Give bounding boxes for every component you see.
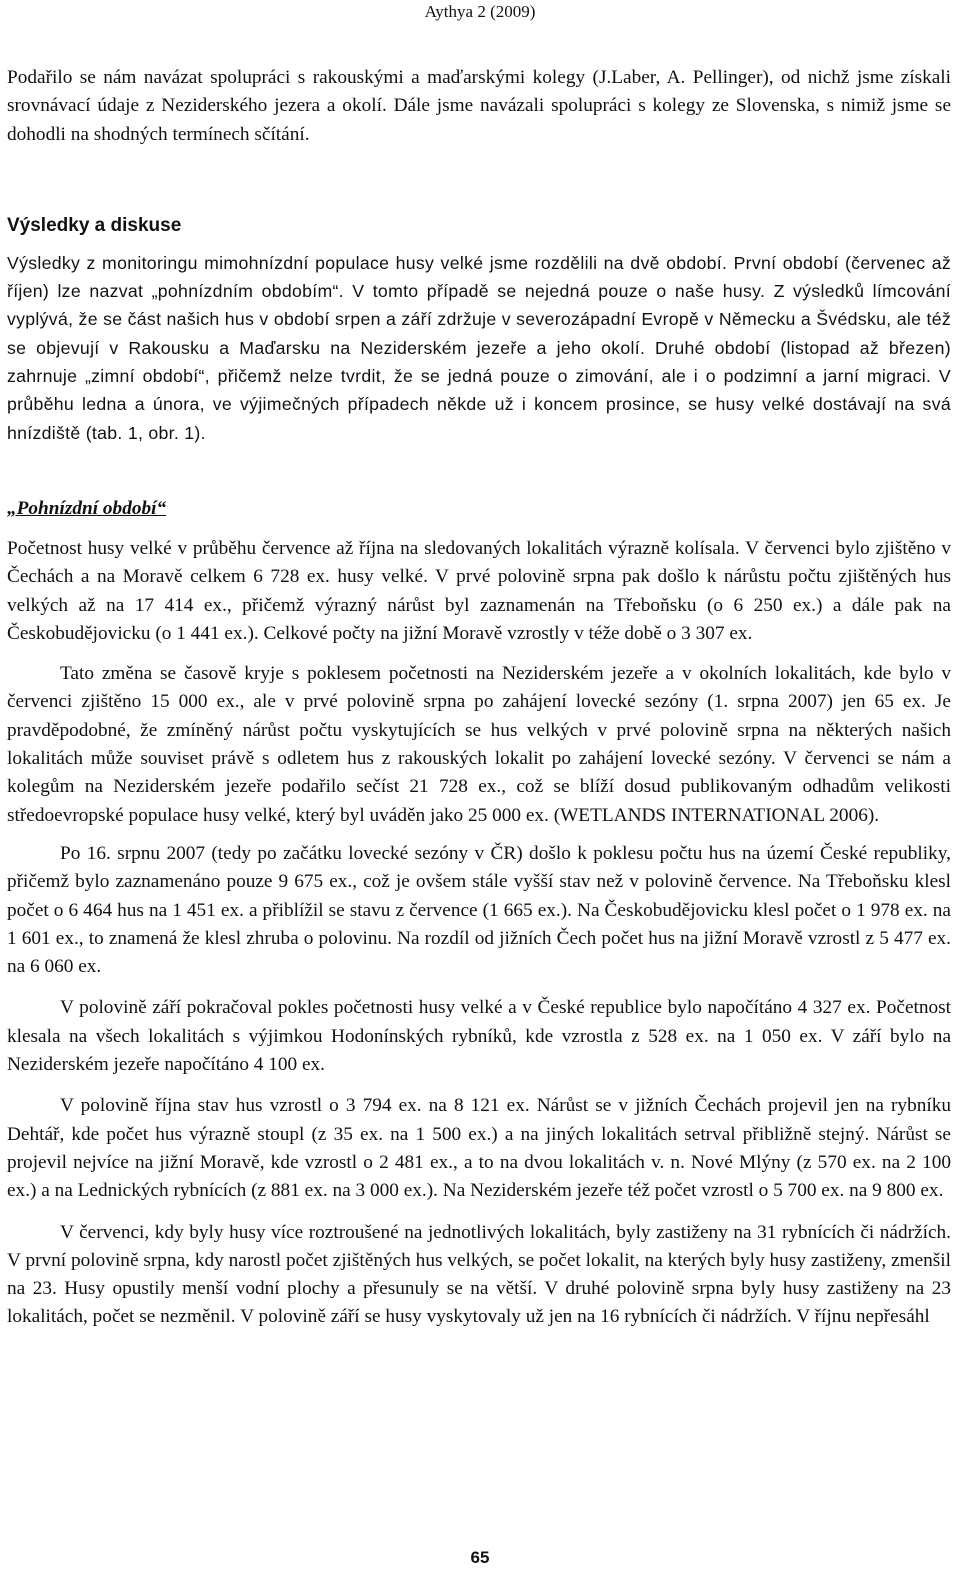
body-paragraph: Tato změna se časově kryje s poklesem početnosti na Neziderském jezeře a v okolních lokalitách, kde bylo v červenci zjištěno 15 000 ex., ale v prvé polovině srpna po zahájení lovecké sezóny (1. srpna 2007) jen 65 ex. Je pravděpodobné, že zmíněný nárůst počtu vyskytujících se hus velkých v prvé polovině srpna na některých našich lokalitách může souviset právě s odletem hus z rakouských lokalit po zahájení lovecké sezóny. V červenci se nám a kolegům na Neziderském jezeře podařilo sečíst 21 728 ex., což se blíží dosud publikovaným odhadům velikosti středoevropské populace husy velké, který byl uváděn jako 25 000 ex. (WETLANDS INTERNATIONAL 2006). xyxy=(7,663,951,826)
results-paragraph: Výsledky z monitoringu mimohnízdní populace husy velké jsme rozdělili na dvě období. První období (červenec až říjen) lze nazvat „pohnízdním obdobím“. V tomto případě se nejedná pouze o naše husy. Z výsledků límcování vyplývá, že se část našich hus v období srpen a září zdržuje v severozápadní Evropě v Německu a Švédsku, ale též se objevují v Rakousku a Maďarsku na Neziderském jezeře a jeho okolí. Druhé období (listopad až březen) zahrnuje „zimní období“, přičemž nelze tvrdit, že se jedná pouze o zimování, ale i o podzimní a jarní migraci. V průběhu ledna a února, ve výjimečných případech někde už i koncem prosince, se husy velké dostávají na svá hnízdiště (tab. 1, obr. 1). xyxy=(7,252,951,443)
running-header: Aythya 2 (2009) xyxy=(424,2,536,21)
body-paragraph: V polovině října stav hus vzrostl o 3 794 ex. na 8 121 ex. Nárůst se v jižních Čechách projevil jen na rybníku Dehtář, kde počet hus výrazně stoupl (z 35 ex. na 1 500 ex.) a na jiných lokalitách setrval přibližně stejný. Nárůst se projevil nejvíce na jižní Moravě, kde vzrostl o 2 481 ex., a to na dvou lokalitách v. n. Nové Mlýny (z 570 ex. na 2 100 ex.) a na Lednických rybnících (z 881 ex. na 3 000 ex.). Na Neziderském jezeře též počet vzrostl o 5 700 ex. na 9 800 ex. xyxy=(7,1095,951,1202)
body-paragraph: Početnost husy velké v průběhu července až října na sledovaných lokalitách výrazně kolísala. V červenci bylo zjištěno v Čechách a na Moravě celkem 6 728 ex. husy velké. V prvé polovině srpna pak došlo k nárůstu počtu zjištěných hus velkých až na 17 414 ex., přičemž výrazný nárůst byl zaznamenán na Třeboňsku (o 6 250 ex.) a dále pak na Českobudějovicku (o 1 441 ex.). Celkové počty na jižní Moravě vzrostly v téže době o 3 307 ex. xyxy=(7,537,951,644)
body-paragraph: Po 16. srpnu 2007 (tedy po začátku lovecké sezóny v ČR) došlo k poklesu počtu hus na území České republiky, přičemž bylo zaznamenáno pouze 9 675 ex., což je ovšem stále vyšší stav než v polovině července. Na Třeboňsku klesl počet o 6 464 hus na 1 451 ex. a přiblížil se stavu z července (1 665 ex.). Na Českobudějovicku klesl počet o 1 978 ex. na 1 601 ex., to znamená že klesl zhruba o polovinu. Na rozdíl od jižních Čech počet hus na jižní Moravě vzrostl z 5 477 ex. na 6 060 ex. xyxy=(7,842,951,978)
page-content xyxy=(7,64,951,1332)
section-subheading: „Pohnízdní období“ xyxy=(7,497,167,519)
page-number: 65 xyxy=(470,1548,490,1567)
body-paragraph: V červenci, kdy byly husy více roztroušené na jednotlivých lokalitách, byly zastiženy na 31 rybnících či nádržích. V první polovině srpna, kdy narostl počet zjištěných hus velkých, se počet lokalit, na kterých byly husy zastiženy, zmenšil na 23. Husy opustily menší vodní plochy a přesunuly se na větší. V druhé polovině srpna byly husy zastiženy na 23 lokalitách, počet se nezměnil. V polovině září se husy vyskytovaly už jen na 16 rybnících či nádržích. V říjnu nepřesáhl xyxy=(7,1221,951,1328)
results-heading: Výsledky a diskuse xyxy=(7,214,182,236)
body-paragraph: V polovině září pokračoval pokles početnosti husy velké a v České republice bylo napočítáno 4 327 ex. Početnost klesala na všech lokalitách s výjimkou Hodonínských rybníků, kde vzrostla z 528 ex. na 1 050 ex. V září bylo na Neziderském jezeře napočítáno 4 100 ex. xyxy=(7,997,951,1076)
intro-paragraph: Podařilo se nám navázat spolupráci s rakouskými a maďarskými kolegy (J.Laber, A. Pellinger), od nichž jsme získali srovnávací údaje z Neziderského jezera a okolí. Dále jsme navázali spolupráci s kolegy ze Slovenska, s nimiž jsme se dohodli na shodných termínech sčítání. xyxy=(7,67,951,145)
